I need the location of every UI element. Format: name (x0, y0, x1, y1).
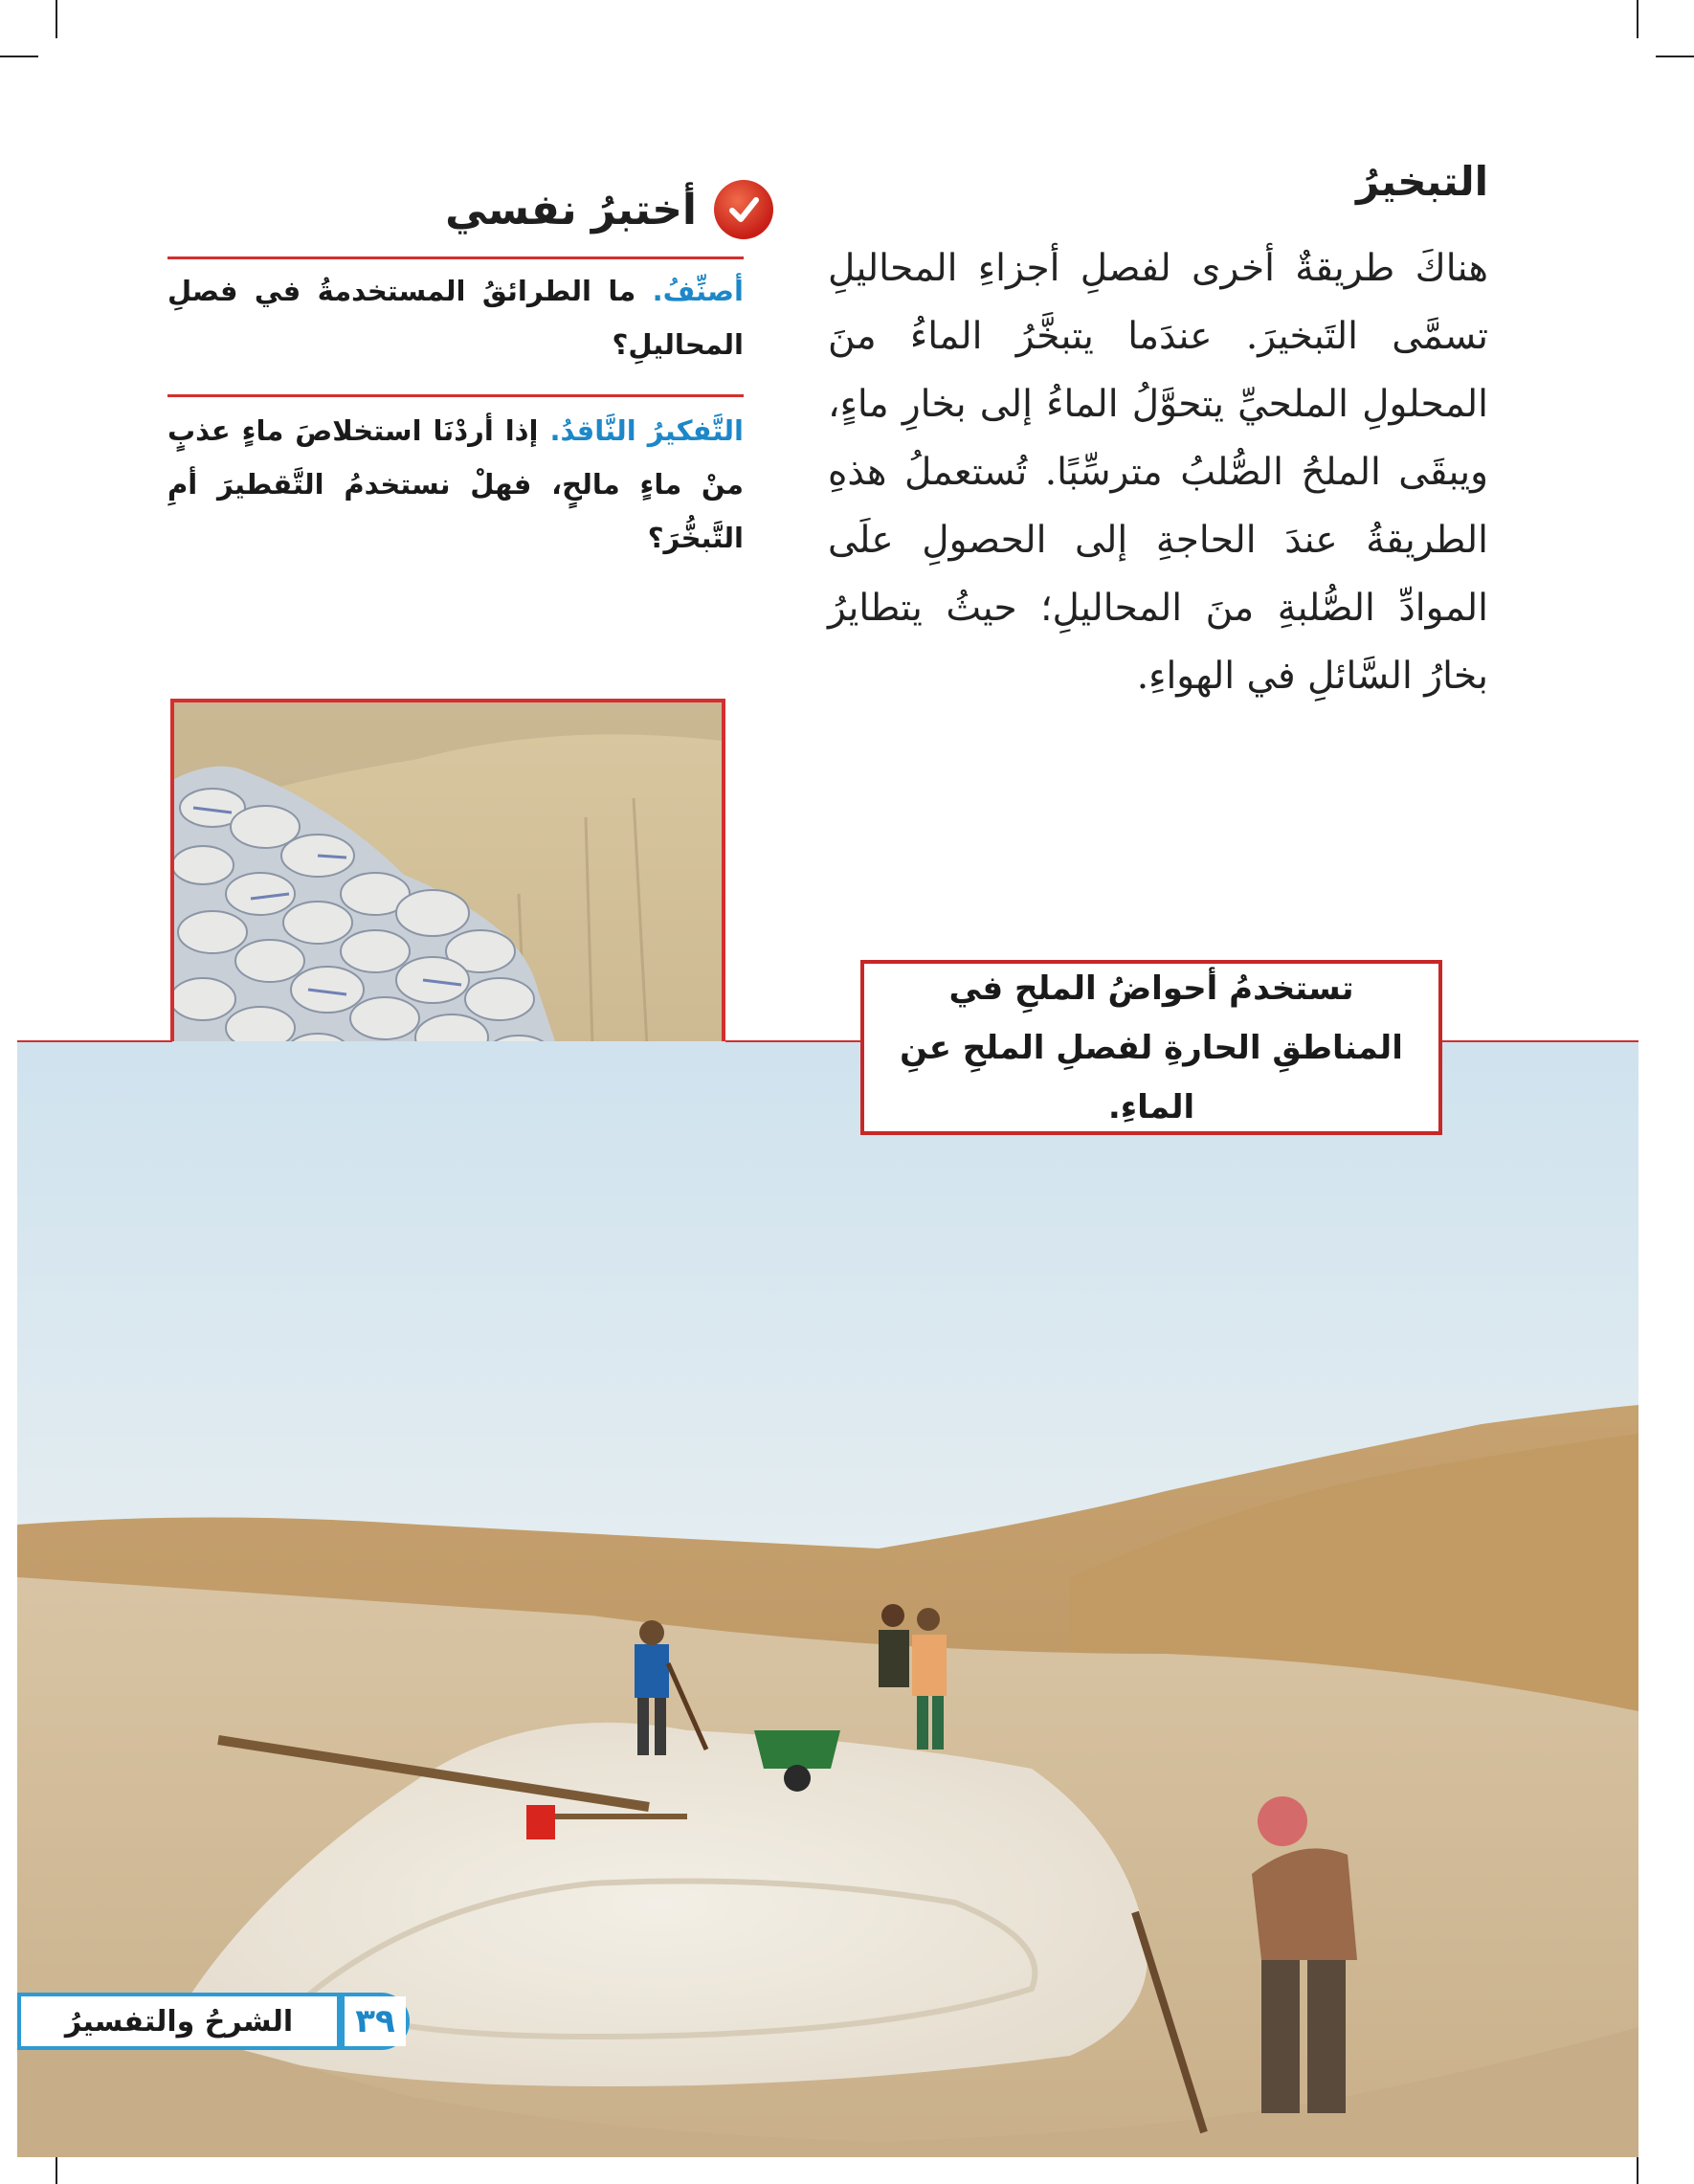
photo-caption: تستخدمُ أحواضُ الملحِ في المناطقِ الحارةِ لفصلِ الملحِ عنِ الماءِ. (900, 969, 1403, 1126)
self-check-header (161, 180, 773, 239)
question-text: ما الطرائقُ المستخدمةُ في فصلِ المحاليلِ؟ (167, 275, 744, 361)
body-paragraph: هناكَ طريقةٌ أخرى لفصلِ أجزاءِ المحاليلِ تسمَّى التَبخيرَ. عندَما يتبخَّرُ الماءُ منَ المحلولِ الملحيِّ يتحوَّلُ الماءُ إلى بخارِ ماءٍ، ويبقَى الملحُ الصُّلبُ مترسِّبًا. تُستعملُ هذهِ الطريقةُ عندَ الحاجةِ إلى الحصولِ علَى الموادِّ الصُّلبةِ منَ المحاليلِ؛ حيثُ يتطايرُ بخارُ السَّائلِ في الهواءِ. (828, 247, 1488, 698)
section-name: الشرحُ والتفسيرُ (64, 2004, 294, 2039)
divider-line (1440, 1040, 1638, 1042)
question-text: إذا أردْنَا استخلاصَ ماءٍ عذبٍ منْ ماءٍ مالحٍ، فهلْ نستخدمُ التَّقطيرَ أمِ التَّبخُّرَ؟ (167, 414, 744, 554)
crop-mark (56, 0, 57, 38)
page-footer (17, 1993, 410, 2050)
crop-mark (0, 56, 38, 57)
photo-caption-box (860, 960, 1442, 1135)
question-label: أصنِّفُ. (652, 275, 744, 307)
question-classify (167, 264, 744, 371)
page-number: ٣٩ (337, 1996, 406, 2046)
checkmark-icon (714, 180, 773, 239)
salt-ponds-photo (17, 1041, 1638, 2157)
divider-line (725, 1040, 862, 1042)
question-divider (167, 394, 744, 397)
crop-mark (1656, 56, 1694, 57)
self-check-title: أختبرُ نفسي (445, 185, 697, 234)
question-divider (167, 256, 744, 259)
section-heading: التبخيرُ (1356, 158, 1488, 205)
question-critical-thinking (167, 404, 744, 565)
question-label: التَّفكيرُ النَّاقدُ. (549, 414, 744, 447)
crop-mark (1637, 0, 1638, 38)
divider-line (17, 1040, 172, 1042)
